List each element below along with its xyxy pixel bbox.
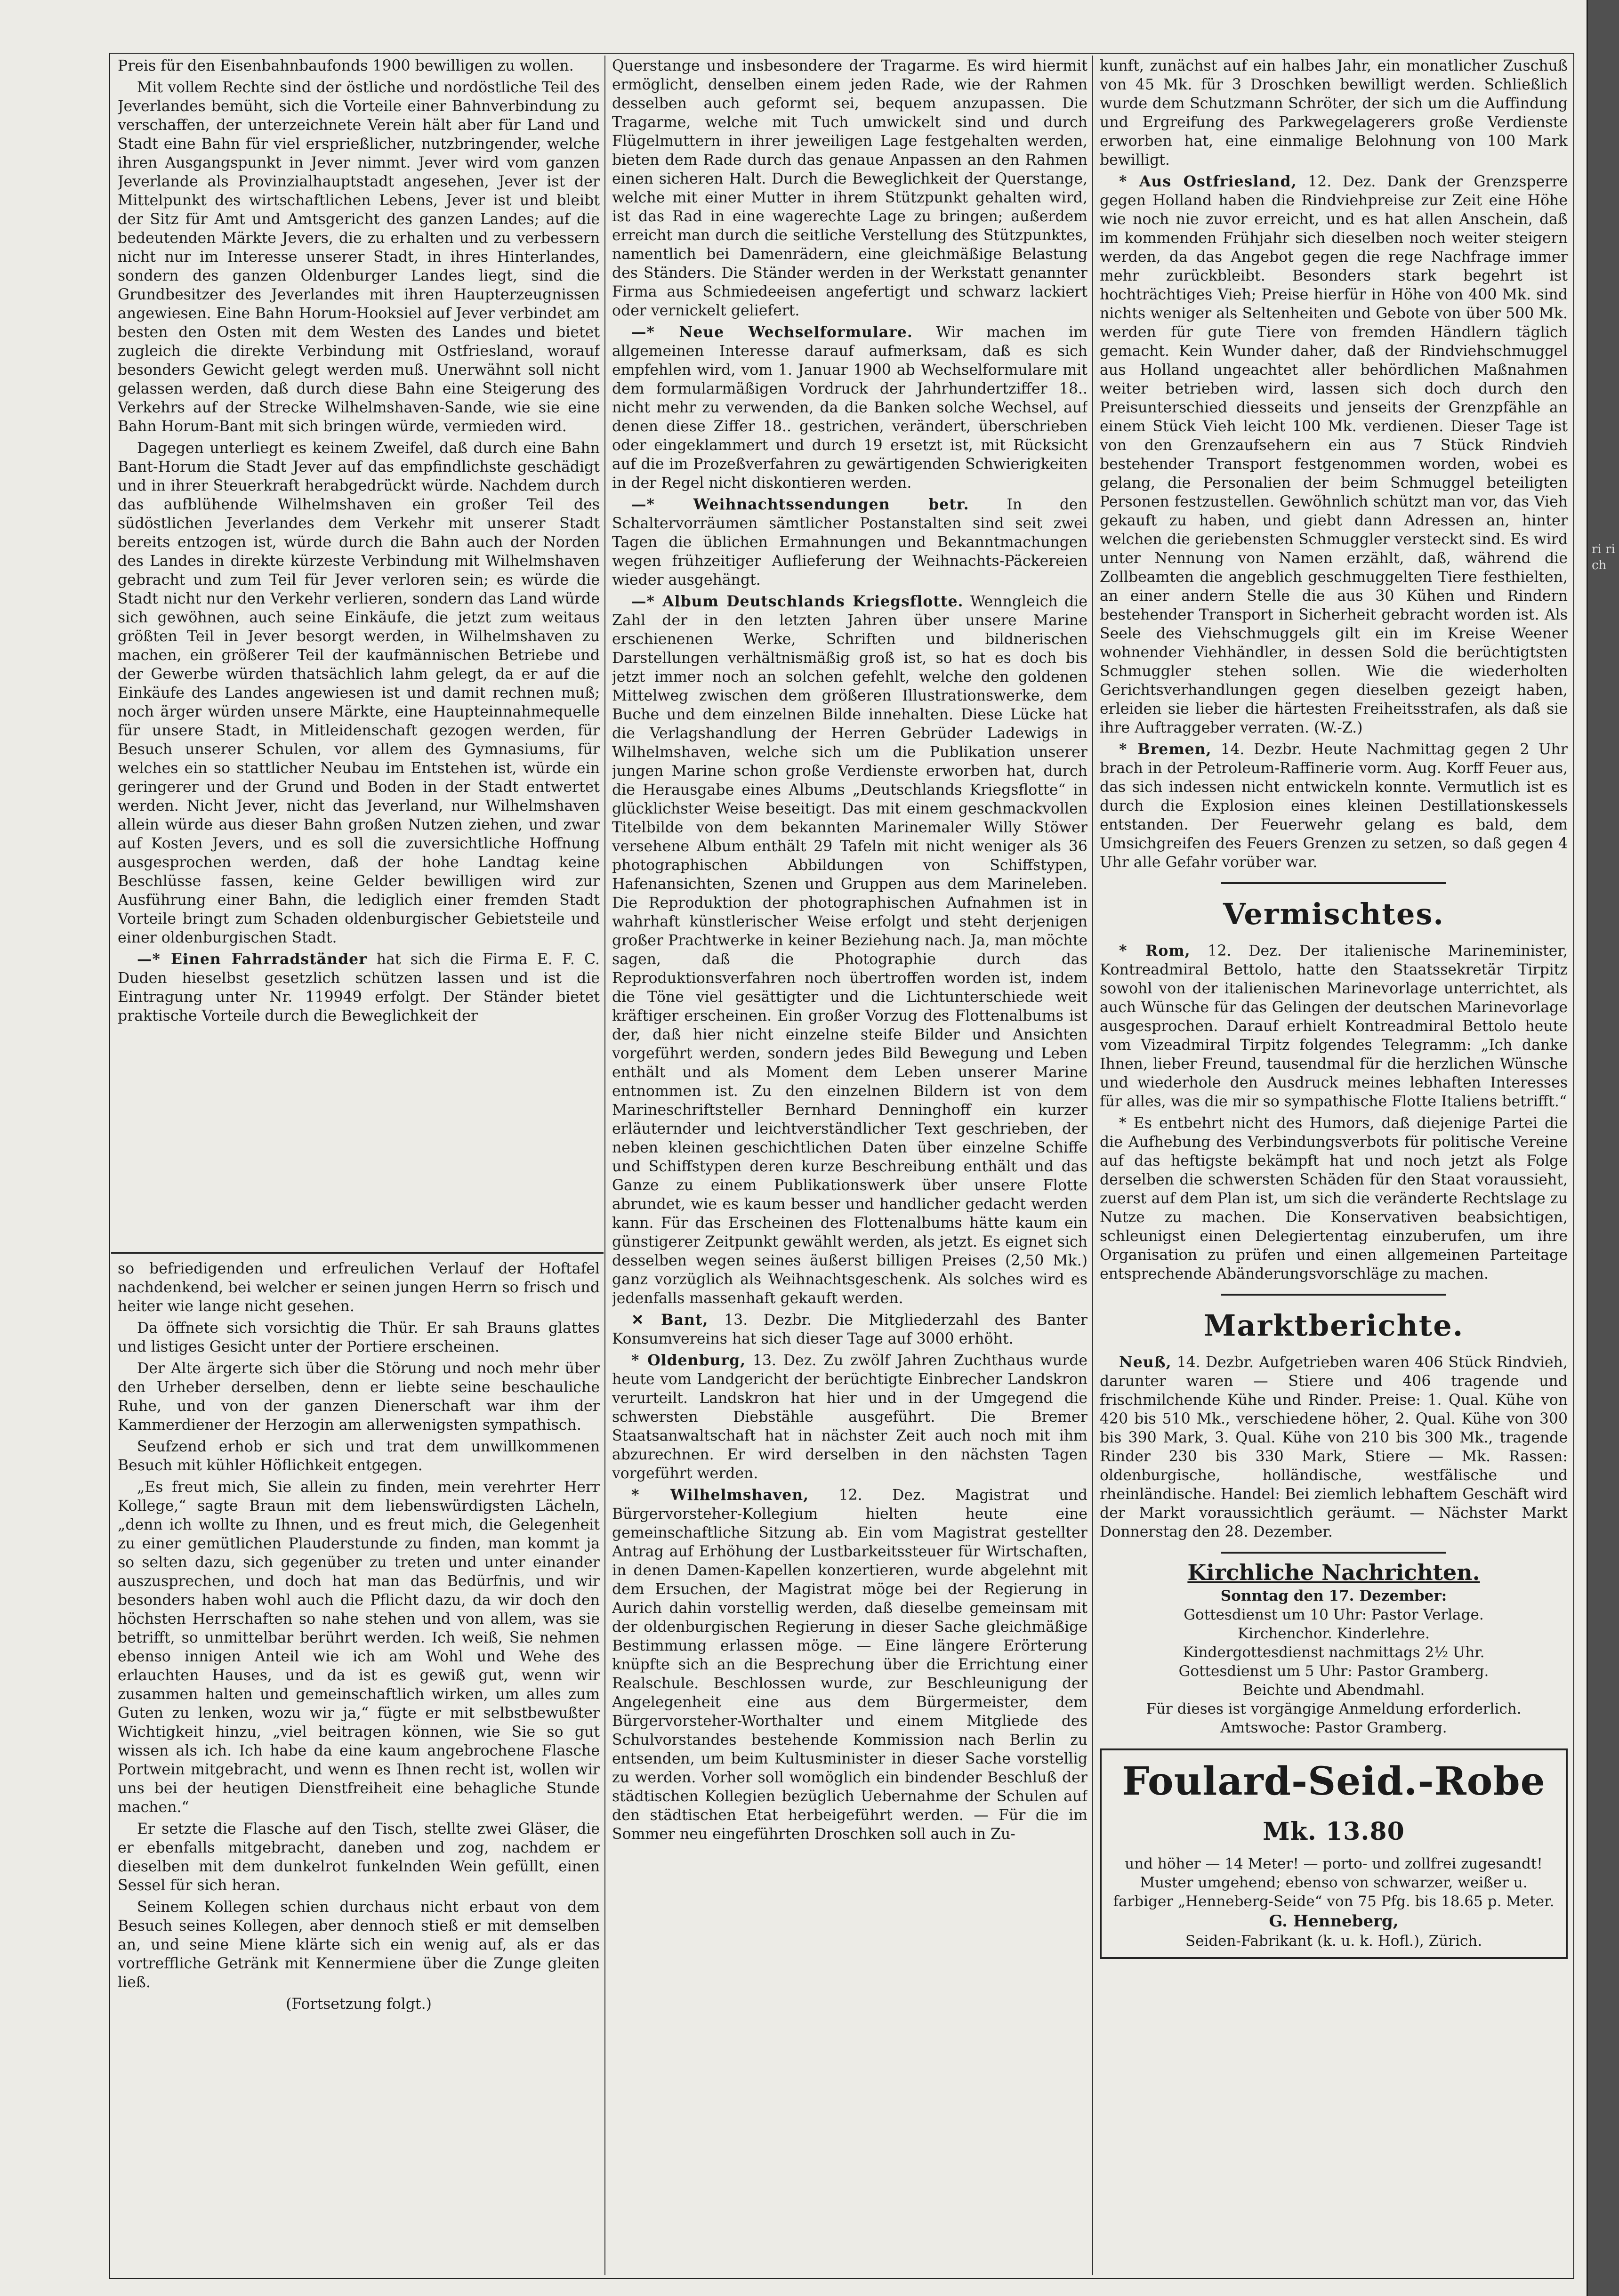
vermischtes-section-item-headline: * Rom,: [1119, 942, 1191, 959]
feuilleton-rule: [111, 1252, 604, 1254]
story-paragraph: [118, 1319, 600, 1356]
article-paragraph-text: Wenngleich die Zahl der in den letzten Jahren über unsere Marine erschienenen Werke, Schriften und bildnerischen Darstellungen verhältnismäßig groß ist, so hat es doch bis jetzt immer noch an solchen gefehlt, welche den goldenen Mittelweg zwischen dem größeren Illustrationswerke, dem Buche und dem einzelnen Bilde innehalten. Diese Lücke hat die Verlagshandlung der Herren Gebrüder Ladewigs in Wilhelmshaven, welche sich um die Publikation unserer jungen Marine schon große Verdienste erworben hat, durch die Herausgabe eines Albums „Deutschlands Kriegsflotte“ in glücklichster Weise beseitigt. Das mit einem geschmackvollen Titelbilde von dem bekannten Marinemaler Willy Stöwer versehene Album enthält 29 Tafeln mit nicht weniger als 36 photographischen Abbildungen von Schiffstypen, Hafenansichten, Szenen und Gruppen aus dem Marineleben. Die Reproduktion der photographischen Aufnahmen ist in wahrhaft künstlerischer Weise erfolgt und steht derjenigen großer Prachtwerke in keiner Beziehung nach. Ja, man möchte sagen, daß die Photographie durch das Reproduktionsverfahren noch übertroffen worden ist, indem die Töne viel gesättigter und die Lichtunterschiede weit kräftiger erscheinen. Ein großer Vorzug des Flottenalbums ist der, daß hier nicht einzelne steife Bilder und Ansichten vorgeführt werden, sondern jedes Bild Bewegung und Leben enthält und als Moment dem Leben unserer Marine entnommen ist. Zu den einzelnen Bildern ist von dem Marineschriftsteller Bernhard Denninghoff ein kurzer erläuternder und leichtverständlicher Text geschrieben, der neben kleinen geschichtlichen Daten über einzelne Schiffe und Schiffstypen deren kurze Beschreibung enthält und das Ganze zu einem Publikationswerk über unsere Flotte abrundet, wie es kaum besser und handlicher gedacht werden kann. Für das Erscheinen des Flottenalbums hätte kaum ein günstigerer Zeitpunkt gewählt werden, als jetzt. Es eignet sich desselben wegen seines äußerst billigen Preises (2,50 Mk.) ganz vorzüglich als Weihnachtsgeschenk. Als solches wird es jedenfalls massenhaft gekauft werden.: [612, 593, 1087, 1307]
article-paragraph-text: In den Schaltervorräumen sämtlicher Postanstalten sind seit zwei Tagen die üblichen Ermahnungen und Bekanntmachungen wegen frühzeitiger Auflieferung der Weihnachts-Päckereien wieder ausgehängt.: [612, 496, 1087, 588]
article-paragraph-headline: * Bremen,: [1119, 741, 1212, 758]
article-paragraph-text: Mit vollem Rechte sind der östliche und nordöstliche Teil des Jeverlandes bemüht, sich die Vorteile einer Bahnverbindung zu verschaffen, der unterzeichnete Verein hält aber für Land und Stadt eine Bahn für viel ersprießlicher, nutzbringender, welche ihren Ausgangspunkt in Jever nimmt. Jever wird vom ganzen Jeverlande als Provinzialhauptstadt angesehen, Jever ist der Mittelpunkt des wirtschaftlichen Lebens, Jever ist und bleibt der Sitz für Amt und Amtsgericht des ganzen Landes; auf die bedeutenden Märkte Jevers, die zu erhalten und zu verbessern nicht nur im Interesse unserer Stadt, in ihres Hinterlandes, sondern des ganzen Oldenburger Landes liegt, sind die Grundbesitzer des Jeverlandes mit ihren Haupterzeugnissen angewiesen. Eine Bahn Horum-Hooksiel auf Jever verbindet am besten den Osten mit dem Westen des Landes und bietet zugleich die direkte Verbindung mit Ostfriesland, worauf besonders Gewicht gelegt werden muß. Unerwähnt soll nicht gelassen werden, daß durch diese Bahn eine Steigerung des Verkehrs auf der Strecke Wilhelmshaven-Sande, wie sie eine Bahn Horum-Bant mit sich bringen würde, vermieden wird.: [118, 79, 600, 435]
silk-advertisement: [1100, 1748, 1568, 1959]
continuation-note: (Fortsetzung folgt.): [286, 1996, 432, 2013]
article-paragraph-headline: —* Neue Wechselformulare.: [631, 323, 913, 341]
column-rule-1: [604, 56, 605, 2275]
article-paragraph-headline: —* Album Deutschlands Kriegsflotte.: [631, 593, 964, 610]
article-paragraph-text: 14. Dezbr. Heute Nachmittag gegen 2 Uhr brach in der Petroleum-Raffinerie vorm. Aug. Korff Feuer aus, das sich indessen nicht entwickeln konnte. Vermutlich ist es durch die Explosion eines kleinen Destillationskessels entstanden. Der Feuerwehr gelang es bald, dem Umsichgreifen des Feuers Grenzen zu setzen, so daß gegen 4 Uhr alle Gefahr vorüber war.: [1100, 741, 1568, 871]
article-paragraph: [1100, 740, 1568, 872]
article-paragraph-text: Preis für den Eisenbahnbaufonds 1900 bewilligen zu wollen.: [118, 57, 574, 74]
story-paragraph: [118, 1478, 600, 1817]
church-line: Kindergottesdienst nachmittags 2½ Uhr.: [1183, 1644, 1485, 1661]
article-paragraph: [118, 56, 600, 75]
article-paragraph: [612, 1486, 1087, 1844]
column-2-news: [612, 56, 1087, 2274]
story-paragraph-text: Seinem Kollegen schien durchaus nicht erbaut von dem Besuch seines Kollegen, aber dennoch stieß er mit demselben an, und seine Miene klärte sich ein wenig auf, als er das vortreffliche Getränk mit Kennermiene über die Zunge gleiten ließ.: [118, 1899, 600, 1991]
story-paragraph-text: Er setzte die Flasche auf den Tisch, stellte zwei Gläser, die er ebenfalls mitgebracht, daneben und zog, nachdem er dieselben mit dem dunkelrot funkelnden Wein gefüllt, einen Sessel für sich heran.: [118, 1821, 600, 1894]
adjacent-page-edge: [1587, 0, 1619, 2296]
section-rule: [1221, 1294, 1446, 1296]
article-paragraph-text: 12. Dez. Dank der Grenzsperre gegen Holland haben die Rindviehpreise zur Zeit eine Höhe wie noch nie zuvor erreicht, und es hat allen Anschein, daß im kommenden Frühjahr sich dieselben noch weiter steigern werden, da das Angebot gegen die rege Nachfrage immer mehr zurückbleibt. Besonders stark begehrt ist hochträchtiges Vieh; Preise hierfür in Höhe von 400 Mk. sind nichts weniger als Seltenheiten und Gebote von über 500 Mk. werden für gute Tiere von fremden Händlern täglich gemacht. Kein Wunder daher, daß der Rindviehschmuggel aus Holland ungeachtet aller behördlichen Maßnahmen weiter betrieben wird, lassen sich doch durch den Preisunterschied diesseits und jenseits der Grenzpfähle an einem Stück Vieh leicht 100 Mk. verdienen. Dieser Tage ist von den Grenzaufsehern ein aus 7 Stück Rindvieh bestehender Transport festgenommen worden, wobei es gelang, die Personalien der beim Schmuggel beteiligten Personen festzustellen. Gewöhnlich schützt man vor, das Vieh gekauft zu haben, und giebt dann Adressen an, hinter welchen die geriebensten Schmuggler versteckt sind. Es wird unter Nennung von Namen erzählt, daß, während die Zollbeamten die angeblich geschmuggelten Tiere festhielten, an einer andern Stelle die aus 30 Kühen und Rindern bestehender Transport in Sicherheit gebracht worden ist. Als Seele des Viehschmuggels gilt ein im Kreise Weener wohnender Viehhändler, in dessen Sold die berüchtigtsten Schmuggler stehen sollen. Wie die wiederholten Gerichtsverhandlungen gegen dieselben gezeigt haben, erleiden sie lieber die härtesten Freiheitsstrafen, als daß sie ihre Auftraggeber verraten. (W.-Z.): [1100, 173, 1568, 736]
story-paragraph: [118, 1359, 600, 1434]
advert-address: Seiden-Fabrikant (k. u. k. Hofl.), Zürich.: [1185, 1933, 1482, 1950]
marktberichte-section-heading: Marktberichte.: [1203, 1308, 1464, 1343]
article-paragraph-headline: * Aus Ostfriesland,: [1119, 173, 1297, 190]
article-paragraph: [118, 439, 600, 947]
church-line: Für dieses ist vorgängige Anmeldung erforderlich.: [1146, 1700, 1522, 1717]
edge-glyphs: ri rich: [1592, 542, 1615, 572]
article-paragraph: [612, 592, 1087, 1308]
article-paragraph-headline: —* Einen Fahrradständer: [137, 951, 367, 968]
column-3-news: [1100, 56, 1568, 2274]
column-1-news: [118, 56, 600, 1248]
article-paragraph: [612, 1351, 1087, 1483]
article-paragraph-text: hat sich die Firma E. F. C. Duden hieselbst gesetzlich schützen lassen und ist die Eintragung unter Nr. 119949 erfolgt. Der Ständer bietet praktische Vorteile durch die Beweglichkeit der: [118, 951, 600, 1024]
story-paragraph: [118, 1898, 600, 1992]
story-paragraph-text: Der Alte ärgerte sich über die Störung und noch mehr über den Urheber derselben, denn er liebte seine beschauliche Ruhe, und von der ganzen Dienerschaft war ihm der Kammerdiener der Herzogin am allerwenigsten sympathisch.: [118, 1360, 600, 1434]
story-paragraph: [118, 1259, 600, 1316]
column-1-feuilleton: [118, 1259, 600, 2272]
article-paragraph: [1100, 56, 1568, 169]
church-notices-title: Kirchliche Nachrichten.: [1187, 1560, 1480, 1585]
column-rule-2: [1092, 56, 1093, 2275]
article-paragraph: [612, 323, 1087, 492]
advert-title: Foulard-Seid.-Robe Mk. 13.80: [1122, 1759, 1546, 1846]
advert-firm: G. Henneberg,: [1269, 1912, 1399, 1931]
article-paragraph-text: Wir machen im allgemeinen Interesse darauf aufmerksam, daß es sich empfehlen wird, vom 1. Januar 1900 ab Wechselformulare mit dem formularmäßigen Vordruck der Jahrhundertziffer 18.. nicht mehr zu verwenden, da die Banken solche Wechsel, auf denen diese Ziffer 18.. gestrichen, verändert, überschrieben oder eingeklammert und durch 19 ersetzt ist, mit Rücksicht auf die im Prozeßverfahren zu gewärtigenden Schwierigkeiten in der Regel nicht diskontieren werden.: [612, 324, 1087, 491]
church-line: Gottesdienst um 5 Uhr: Pastor Gramberg.: [1178, 1663, 1489, 1680]
article-paragraph-text: 12. Dez. Magistrat und Bürgervorsteher-Kollegium hielten heute eine gemeinschaftliche Sitzung ab. Ein vom Magistrat gestellter Antrag auf Erhöhung der Lustbarkeitssteuer für Wirtschaften, in denen Damen-Kapellen konzertieren, wurde abgelehnt mit dem Ersuchen, der Magistrat möge bei der Regierung in Aurich dahin vorstellig werden, daß dieselbe gemeinsam mit der oldenburgischen Regierung in dieser Sache gleichmäßige Bestimmung erlassen möge. — Eine längere Erörterung knüpfte sich an die Besprechung über die Errichtung einer Realschule. Beschlossen wurde, zur Beschleunigung der Angelegenheit eine aus dem Bürgermeister, dem Bürgervorsteher-Worthalter und einem Mitgliede des Schulvorstandes bestehende Kommission nach Berlin zu entsenden, um beim Kultusminister in dieser Sache vorstellig zu werden. Vorher soll womöglich ein bindender Beschluß der städtischen Kollegien bezüglich Uebernahme der Schulen auf den städtischen Etat herbeigeführt werden. — Für die im Sommer neu eingeführten Droschken soll auch in Zu-: [612, 1487, 1087, 1843]
church-line: Amtswoche: Pastor Gramberg.: [1220, 1719, 1447, 1736]
article-paragraph: [612, 495, 1087, 589]
section-rule: [1221, 882, 1446, 884]
article-paragraph: [612, 1311, 1087, 1348]
article-paragraph-text: 13. Dez. Zu zwölf Jahren Zuchthaus wurde heute vom Landgericht der berüchtigte Einbrecher Landskron verurteilt. Landskron hat hier und in der Umgegend die schwersten Diebstähle ausgeführt. Die Bremer Staatsanwaltschaft hat in nächster Zeit auch noch mit ihm abzurechnen. Er wird derselben in den nächsten Tagen vorgeführt werden.: [612, 1352, 1087, 1482]
article-paragraph-text: Dagegen unterliegt es keinem Zweifel, daß durch eine Bahn Bant-Horum die Stadt Jever auf das empfindlichste geschädigt und in ihrer Steuerkraft herabgedrückt würde. Nachdem durch das aufblühende Wilhelmshaven ein großer Teil des südöstlichen Jeverlandes dem Verkehr mit unserer Stadt bereits entzogen ist, würde durch die Bahn auch der Norden des Landes in direkte kürzeste Verbindung mit Wilhelmshaven gebracht und zum Teil für Jever verloren sein; es würde die Stadt nicht nur den Verkehr verlieren, sondern das Land würde sich gewöhnen, auch seine Einkäufe, die jetzt zum weitaus größten Teil in Jever besorgt werden, in Wilhelmshaven zu machen, ein größerer Teil der kaufmännischen Betriebe und der Gewerbe würden thatsächlich lahm gelegt, da er auf die Einkäufe des Landes angewiesen ist und damit rechnen muß; noch ärger würden unsere Märkte, eine Haupteinnahmequelle für unsere Stadt, in Mitleidenschaft gezogen werden, für Besuch unserer Schulen, vor allem des Gymnasiums, für welches ein so stattlicher Neubau im Entstehen ist, würde ein geringerer und der Grund und Boden in der Stadt entwertet werden. Nicht Jever, nicht das Jeverland, nur Wilhelmshaven allein würde aus dieser Bahn großen Nutzen ziehen, und zwar auf Kosten Jevers, und es soll die zuversichtliche Hoffnung ausgesprochen werden, daß der hohe Landtag keine Beschlüsse fassen, keine Gelder bewilligen wird zur Ausführung einer Bahn, die lediglich einer fremden Stadt Vorteile bringt zum Schaden oldenburgischer Gebietsteile und einer oldenburgischen Stadt.: [118, 440, 600, 946]
marktberichte-section-item-text: 14. Dezbr. Aufgetrieben waren 406 Stück Rindvieh, darunter waren — Stiere und 406 tragende und frischmilchende Kühe und Rinder. Preise: 1. Qual. Kühe von 420 bis 510 Mk., verschiedene höher, 2. Qual. Kühe von 300 bis 390 Mark, 3. Qual. Kühe von 210 bis 300 Mk., tragende Rinder 230 bis 330 Mark, Stiere — Mk. Rassen: oldenburgische, holländische, westfälische und rheinländische. Handel: Bei ziemlich lebhaftem Geschäft wird der Markt voraussichtlich geräumt. — Nächster Markt Donnerstag den 28. Dezember.: [1100, 1354, 1568, 1540]
article-paragraph: [118, 950, 600, 1025]
church-line: Kirchenchor. Kinderlehre.: [1238, 1625, 1430, 1642]
church-sunday: Sonntag den 17. Dezember:: [1220, 1587, 1447, 1604]
story-paragraph-text: so befriedigenden und erfreulichen Verlauf der Hoftafel nachdenkend, bei welcher er seinen jungen Herrn so frisch und heiter wie lange nicht gesehen.: [118, 1260, 600, 1315]
vermischtes-section-item-text: * Es entbehrt nicht des Humors, daß diejenige Partei die die Aufhebung des Verbindungsverbots für politische Vereine auf das heftigste bekämpft hat und noch jetzt als Folge derselben die schwersten Schäden für den Staat voraussieht, zuerst auf dem Plan ist, um sich die veränderte Rechtslage zu Nutze zu machen. Die Konservativen beabsichtigen, schleunigst einen Delegiertentag einzuberufen, um ihre Organisation zu prüfen und einen allgemeinen Parteitage entsprechende Abänderungsvorschläge zu machen.: [1100, 1115, 1568, 1282]
story-paragraph-text: Da öffnete sich vorsichtig die Thür. Er sah Brauns glattes und listiges Gesicht unter der Portiere erscheinen.: [118, 1320, 600, 1355]
vermischtes-section-item: [1100, 1114, 1568, 1283]
article-paragraph-text: kunft, zunächst auf ein halbes Jahr, ein monatlicher Zuschuß von 45 Mk. für 3 Droschken bewilligt werden. Schließlich wurde dem Schutzmann Schröter, der sich um die Auffindung und Ergreifung des Parkwegelagerers große Verdienste erworben hat, eine einmalige Belohnung von 100 Mark bewilligt.: [1100, 57, 1568, 169]
story-paragraph: [118, 1437, 600, 1475]
vermischtes-section-item: [1100, 942, 1568, 1111]
article-paragraph-headline: * Wilhelmshaven,: [631, 1486, 809, 1504]
marktberichte-section-item-headline: Neuß,: [1119, 1353, 1172, 1371]
marktberichte-section-item: [1100, 1353, 1568, 1541]
vermischtes-section-item-text: 12. Dez. Der italienische Marineminister, Kontreadmiral Bettolo, hatte den Staatssekretär Tirpitz sowohl von der italienischen Marinevorlage unterrichtet, als auch Wünsche für das Gelingen der deutschen Marinevorlage ausgesprochen. Darauf erhielt Kontreadmiral Bettolo heute vom Vizeadmiral Tirpitz folgendes Telegramm: „Ich danke Ihnen, lieber Freund, tausendmal für die herzlichen Wünsche und wiederhole den Ausdruck meines lebhaften Interesses für alles, was die mir so sympathische Flotte Italiens betrifft.“: [1100, 943, 1568, 1110]
article-paragraph-text: Querstange und insbesondere der Tragarme. Es wird hiermit ermöglicht, denselben einem jeden Rade, wie der Rahmen desselben auch geformt sei, bequem anzupassen. Die Tragarme, welche mit Tuch umwickelt sind und durch Flügelmuttern in ihrer jeweiligen Lage festgehalten werden, bieten dem Rade durch das genaue Anpassen an den Rahmen einen sicheren Halt. Durch die Beweglichkeit der Querstange, welche mit einer Mutter in ihrem Stützpunkt gehalten wird, ist das Rad in eine wagerechte Lage zu bringen; außerdem erreicht man durch die seitliche Verstellung des Stützpunktes, namentlich bei Damenrädern, eine gleichmäßige Belastung des Ständers. Die Ständer werden in der Werkstatt genannter Firma aus Schmiedeeisen angefertigt und schwarz lackiert oder vernickelt geliefert.: [612, 57, 1087, 319]
church-line: Gottesdienst um 10 Uhr: Pastor Verlage.: [1184, 1606, 1484, 1623]
article-paragraph-text: 13. Dezbr. Die Mitgliederzahl des Banter Konsumvereins hat sich dieser Tage auf 3000 erhöht.: [612, 1312, 1087, 1347]
church-notices: [1100, 1558, 1568, 1737]
article-paragraph: [118, 78, 600, 436]
article-paragraph: [1100, 172, 1568, 737]
article-paragraph-headline: —* Weihnachtssendungen betr.: [631, 496, 969, 513]
story-paragraph-text: „Es freut mich, Sie allein zu finden, mein verehrter Herr Kollege,“ sagte Braun mit dem liebenswürdigsten Lächeln, „denn ich wollte zu Ihnen, und es freut mich, die Gelegenheit zu einer gemütlichen Plauderstunde zu finden, man kommt ja so selten dazu, sich gegenüber zu treten und unter einander auszusprechen, und doch hat man das Bedürfnis, und wir besonders haben wohl auch die Pflicht dazu, da wir doch den höchsten Herrschaften so nahe stehen und von allem, was sie betrifft, so unmittelbar berührt werden. Ich weiß, Sie nehmen ebenso innigen Anteil wie ich am Wohl und Wehe des erlauchten Hauses, und da ist es gewiß gut, wenn wir zusammen halten und gemeinschaftlich wirken, um alles zum Guten zu lenken, wozu wir ja,“ fügte er mit selbstbewußter Wichtigkeit hinzu, „viel beitragen können, wie Sie so gut wissen als ich. Ich habe da eine kaum angebrochene Flasche Portwein mitgebracht, und wenn es Ihnen recht ist, wollen wir uns bei der heutigen Dienstfreiheit eine behagliche Stunde machen.“: [118, 1479, 600, 1816]
story-paragraph-text: Seufzend erhob er sich und trat dem unwillkommenen Besuch mit kühler Höflichkeit entgegen.: [118, 1438, 600, 1474]
church-line: Beichte und Abendmahl.: [1242, 1682, 1425, 1699]
vermischtes-section-heading: Vermischtes.: [1223, 897, 1444, 931]
article-paragraph-headline: * Oldenburg,: [631, 1352, 746, 1369]
story-paragraph: [118, 1820, 600, 1895]
article-paragraph: [612, 56, 1087, 320]
article-paragraph-headline: ✕ Bant,: [631, 1311, 709, 1329]
section-rule: [1221, 1552, 1446, 1554]
advert-body: und höher — 14 Meter! — porto- und zollfrei zugesandt! Muster umgehend; ebenso von schwarzer, weißer u. farbiger „Henneberg-Seide“ von 75 Pfg. bis 18.65 p. Meter.: [1113, 1855, 1555, 1910]
advert-price: Mk. 13.80: [1263, 1817, 1405, 1846]
